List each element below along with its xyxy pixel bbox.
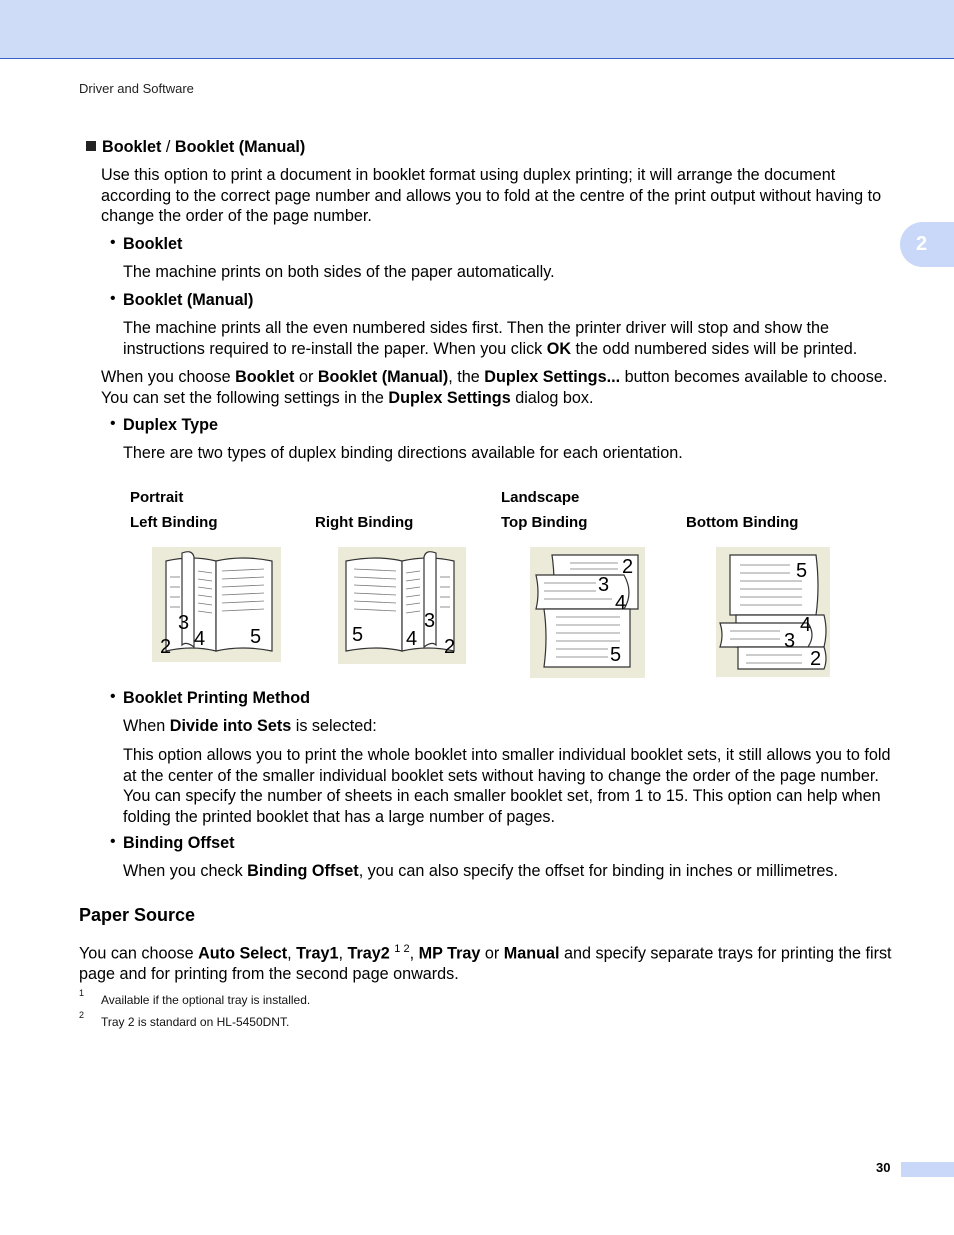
footnote-text: Tray 2 is standard on HL-5450DNT. [101, 1015, 290, 1029]
text: When [123, 717, 170, 735]
page-number-mark: 5 [352, 624, 364, 646]
offset-desc [123, 861, 913, 882]
heading-booklet-manual: Booklet (Manual) [174, 138, 306, 156]
term: Duplex Settings [388, 388, 511, 407]
term: Booklet (Manual) [317, 368, 449, 386]
choose-paragraph [101, 367, 901, 408]
left-binding-illustration [152, 547, 281, 662]
page-number: 30 [876, 1160, 891, 1175]
intro-paragraph: Use this option to print a document in booklet format using duplex printing; it will arrange the document according to the correct page number and allows you to fold at the centre of the print output without having to change the order of the page number. [101, 166, 882, 225]
bullet-dot: • [110, 415, 116, 432]
heading-separator: / [161, 138, 175, 156]
bullet-dot: • [110, 688, 116, 705]
right-binding-caption: Right Binding [315, 514, 414, 531]
text: , [409, 944, 419, 963]
page-number-mark: 5 [610, 644, 622, 666]
desc-part: the odd numbered sides will be printed. [571, 339, 858, 358]
method-when [123, 716, 377, 737]
booklet-manual-desc [123, 318, 913, 359]
page-number-mark: 4 [194, 628, 206, 650]
page-number-mark: 5 [250, 626, 262, 648]
footnote-text: Available if the optional tray is installed. [101, 993, 311, 1007]
text: When you check [123, 862, 248, 880]
page-number-mark: 3 [178, 612, 190, 634]
booklet-desc: The machine prints on both sides of the paper automatically. [123, 263, 555, 281]
footnote-number: 2 [79, 1010, 85, 1020]
text: and specify separate trays for printing the first page and for printing from the second page onwards. [79, 944, 892, 983]
paper-source-heading: Paper Source [79, 905, 196, 925]
method-label: Booklet Printing Method [123, 689, 311, 707]
booklet-manual-label: Booklet (Manual) [123, 291, 254, 309]
right-binding-illustration [338, 547, 466, 664]
text: You can choose [79, 944, 199, 963]
page-number-mark: 3 [784, 630, 796, 652]
term: Tray2 [347, 944, 390, 963]
page-number-mark: 4 [615, 592, 627, 614]
footnote-1 [79, 988, 311, 1007]
paper-source-paragraph [79, 939, 899, 984]
term: Duplex Settings... [484, 368, 621, 386]
text: is selected: [291, 717, 377, 735]
bullet-dot: • [110, 833, 116, 850]
landscape-caption: Landscape [501, 489, 580, 506]
page-number-bar [901, 1162, 954, 1177]
running-header: Driver and Software [79, 81, 194, 96]
method-desc: This option allows you to print the whole booklet into smaller individual booklet sets, it still allows you to fold at the center of the smaller individual booklet sets without having to change the order of the page number. You can specify the number of sheets in each smaller booklet set, from 1 to 15. This option can help when folding the printed booklet that has a large number of pages. [123, 746, 891, 826]
chapter-tab: 2 [900, 222, 954, 267]
heading-booklet: Booklet [102, 138, 162, 156]
text: , [338, 944, 348, 963]
text: or [480, 944, 504, 963]
term: MP Tray [418, 944, 481, 963]
bottom-binding-illustration [716, 547, 830, 677]
footnote-ref: 1 2 [394, 943, 410, 955]
left-binding-caption: Left Binding [130, 514, 218, 531]
page-number-mark: 3 [598, 574, 610, 596]
offset-label: Binding Offset [123, 834, 235, 852]
footnote-number: 1 [79, 988, 85, 998]
text: , the [448, 368, 485, 386]
text: , you can also specify the offset for binding in inches or millimetres. [358, 862, 838, 880]
bottom-binding-caption: Bottom Binding [686, 514, 799, 531]
page-number-mark: 2 [160, 636, 172, 658]
duplex-type-desc: There are two types of duplex binding directions available for each orientation. [123, 444, 683, 462]
bullet-dot: • [110, 290, 116, 307]
text: When you choose [101, 368, 236, 386]
page-number-mark: 4 [800, 614, 812, 636]
ok-term: OK [546, 339, 572, 358]
booklet-label: Booklet [123, 235, 183, 253]
top-banner [0, 0, 954, 59]
top-binding-caption: Top Binding [501, 514, 588, 531]
text: or [294, 368, 318, 386]
page-number-mark: 3 [424, 610, 436, 632]
term: Tray1 [296, 944, 339, 963]
term: Binding Offset [247, 862, 359, 880]
portrait-caption: Portrait [130, 489, 184, 506]
page-number-mark: 2 [444, 636, 456, 658]
page-number-mark: 5 [796, 560, 808, 582]
bullet-dot: • [110, 234, 116, 251]
term: Divide into Sets [169, 717, 292, 735]
top-binding-illustration [530, 547, 645, 678]
term: Booklet [235, 368, 295, 386]
page-number-mark: 4 [406, 628, 418, 650]
square-bullet-icon [86, 141, 96, 151]
page-number-mark: 2 [810, 648, 822, 670]
text: dialog box. [510, 388, 594, 407]
text: , [287, 944, 297, 963]
page-number-mark: 2 [622, 556, 634, 578]
desc-part: The machine prints all the even numbered sides first. Then the printer driver will stop and show the instructions required to re-install the paper. When you click [123, 319, 830, 358]
section-heading [86, 137, 305, 158]
duplex-type-label: Duplex Type [123, 416, 219, 434]
footnote-2 [79, 1010, 290, 1029]
term: Auto Select [198, 944, 288, 963]
term: Manual [503, 944, 560, 963]
text: button becomes available to choose. You can set the following settings in the [101, 368, 888, 407]
